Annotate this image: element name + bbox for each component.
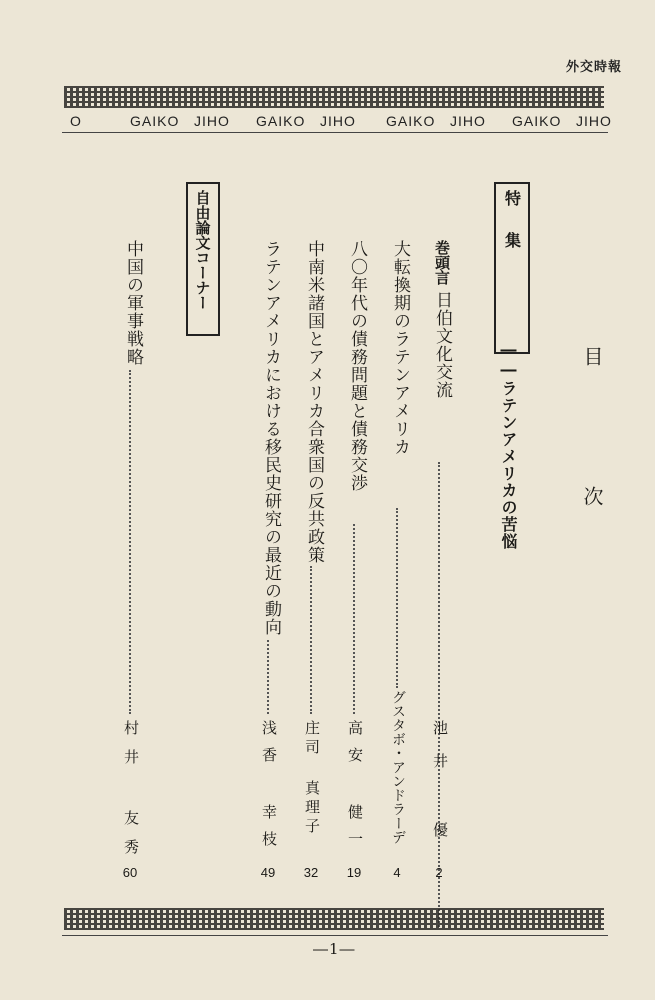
header-word: GAIKO	[130, 113, 180, 129]
feature-label: 特集	[502, 190, 522, 274]
toc-entry-author: 池井 優	[431, 720, 449, 855]
toc-entry-title: 中南米諸国とアメリカ合衆国の反共政策	[304, 240, 324, 564]
header-word: JIHO	[320, 113, 356, 129]
header-word: JIHO	[194, 113, 230, 129]
toc-entry-page: 49	[260, 865, 276, 880]
toc-entry-title: 大転換期のラテンアメリカ	[390, 240, 410, 456]
dot-leader	[267, 640, 271, 714]
toc-entry-page: 60	[122, 865, 138, 880]
header-word: O	[70, 113, 82, 129]
toc-entry-title: 日伯文化交流	[432, 291, 452, 399]
page-number-footer: ―1―	[313, 940, 356, 958]
free-section-label-box	[186, 182, 220, 336]
dot-leader	[353, 524, 357, 714]
toc-entry-page: 19	[346, 865, 362, 880]
dot-leader	[396, 508, 400, 688]
toc-entry-author: 浅香 幸枝	[260, 720, 278, 858]
toc-entry-kicker: 巻頭言	[433, 240, 451, 285]
toc-entry-page: 32	[303, 865, 319, 880]
toc-entry-author: グスタボ・アンドラーデ	[390, 690, 406, 844]
decorative-band-top	[64, 86, 604, 108]
header-word: GAIKO	[256, 113, 306, 129]
toc-entry-title: 中国の軍事戦略	[123, 240, 143, 366]
header-word: GAIKO	[512, 113, 562, 129]
toc-entry-title: ラテンアメリカにおける移民史研究の最近の動向	[261, 240, 281, 636]
rule-bottom	[62, 935, 608, 936]
toc-entry-page: 4	[393, 865, 401, 880]
toc-entry-title: 八〇年代の債務問題と債務交渉	[347, 240, 367, 492]
decorative-band-bottom	[64, 908, 604, 930]
header-word: JIHO	[450, 113, 486, 129]
feature-label-box	[494, 182, 530, 354]
toc-entry-author: 村井 友秀	[122, 720, 140, 868]
free-section-label: 自由論文コーナー	[193, 190, 212, 310]
feature-theme: ――ラテンアメリカの苦悩	[499, 340, 518, 550]
rule-top	[62, 132, 608, 133]
header-word: JIHO	[576, 113, 612, 129]
contents-title: 目次	[580, 346, 604, 626]
journal-mark: 外交時報	[566, 60, 623, 75]
toc-entry-author: 高安 健一	[346, 720, 364, 858]
toc-entry-title-group	[430, 240, 455, 399]
header-word: GAIKO	[386, 113, 436, 129]
dot-leader	[310, 566, 314, 714]
dot-leader	[438, 462, 442, 927]
dot-leader	[129, 370, 133, 714]
toc-entry-author: 庄司 真理子	[303, 720, 321, 837]
toc-entry-page: 2	[435, 865, 443, 880]
